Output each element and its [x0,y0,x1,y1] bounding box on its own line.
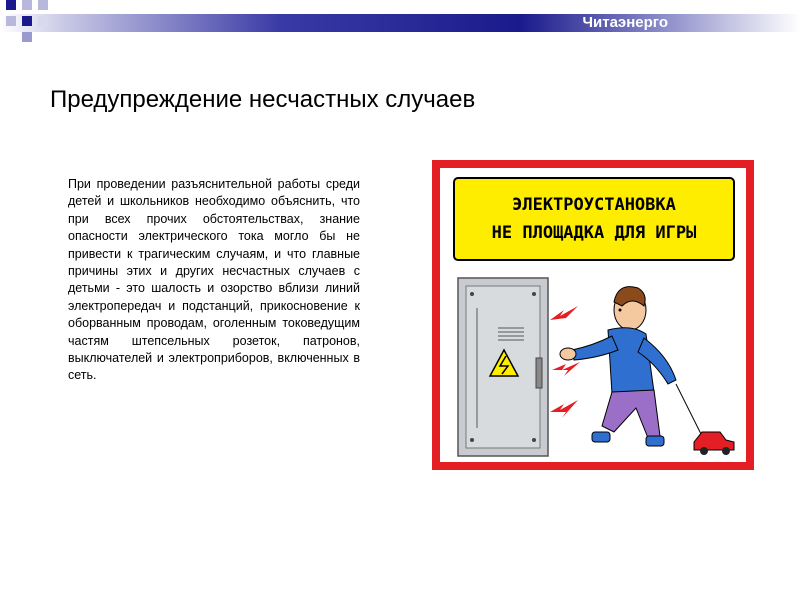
deco-square-1 [6,0,16,10]
warning-sign [454,178,734,260]
safety-poster [432,160,754,470]
header-decoration [0,0,800,42]
page-title: Предупреждение несчастных случаев [50,86,476,113]
sign-line-2: НЕ ПЛОЩАДКА ДЛЯ ИГРЫ [491,223,697,243]
brand-name: Читаэнерго [582,14,668,31]
body-text: При проведении разъяснительной работы среди детей и школьников необходимо объяснить, что при всех прочих обстоятельствах, знание опасности электрического тока могло бы не привести к трагическим случаям, и что главные причины этих и других несчастных случаев с детьми - это шалость и озорство вблизи линий электропередач и подстанций, прикосновение к оборванным проводам, оголенным токоведущим частям штепсельных розеток, патронов, выключателей и электроприборов, включенных в сеть. [68,177,360,383]
poster-illustration [432,160,754,470]
electrical-cabinet [458,278,548,456]
sign-line-1: ЭЛЕКТРОУСТАНОВКА [512,195,676,215]
header-bar [0,0,800,42]
